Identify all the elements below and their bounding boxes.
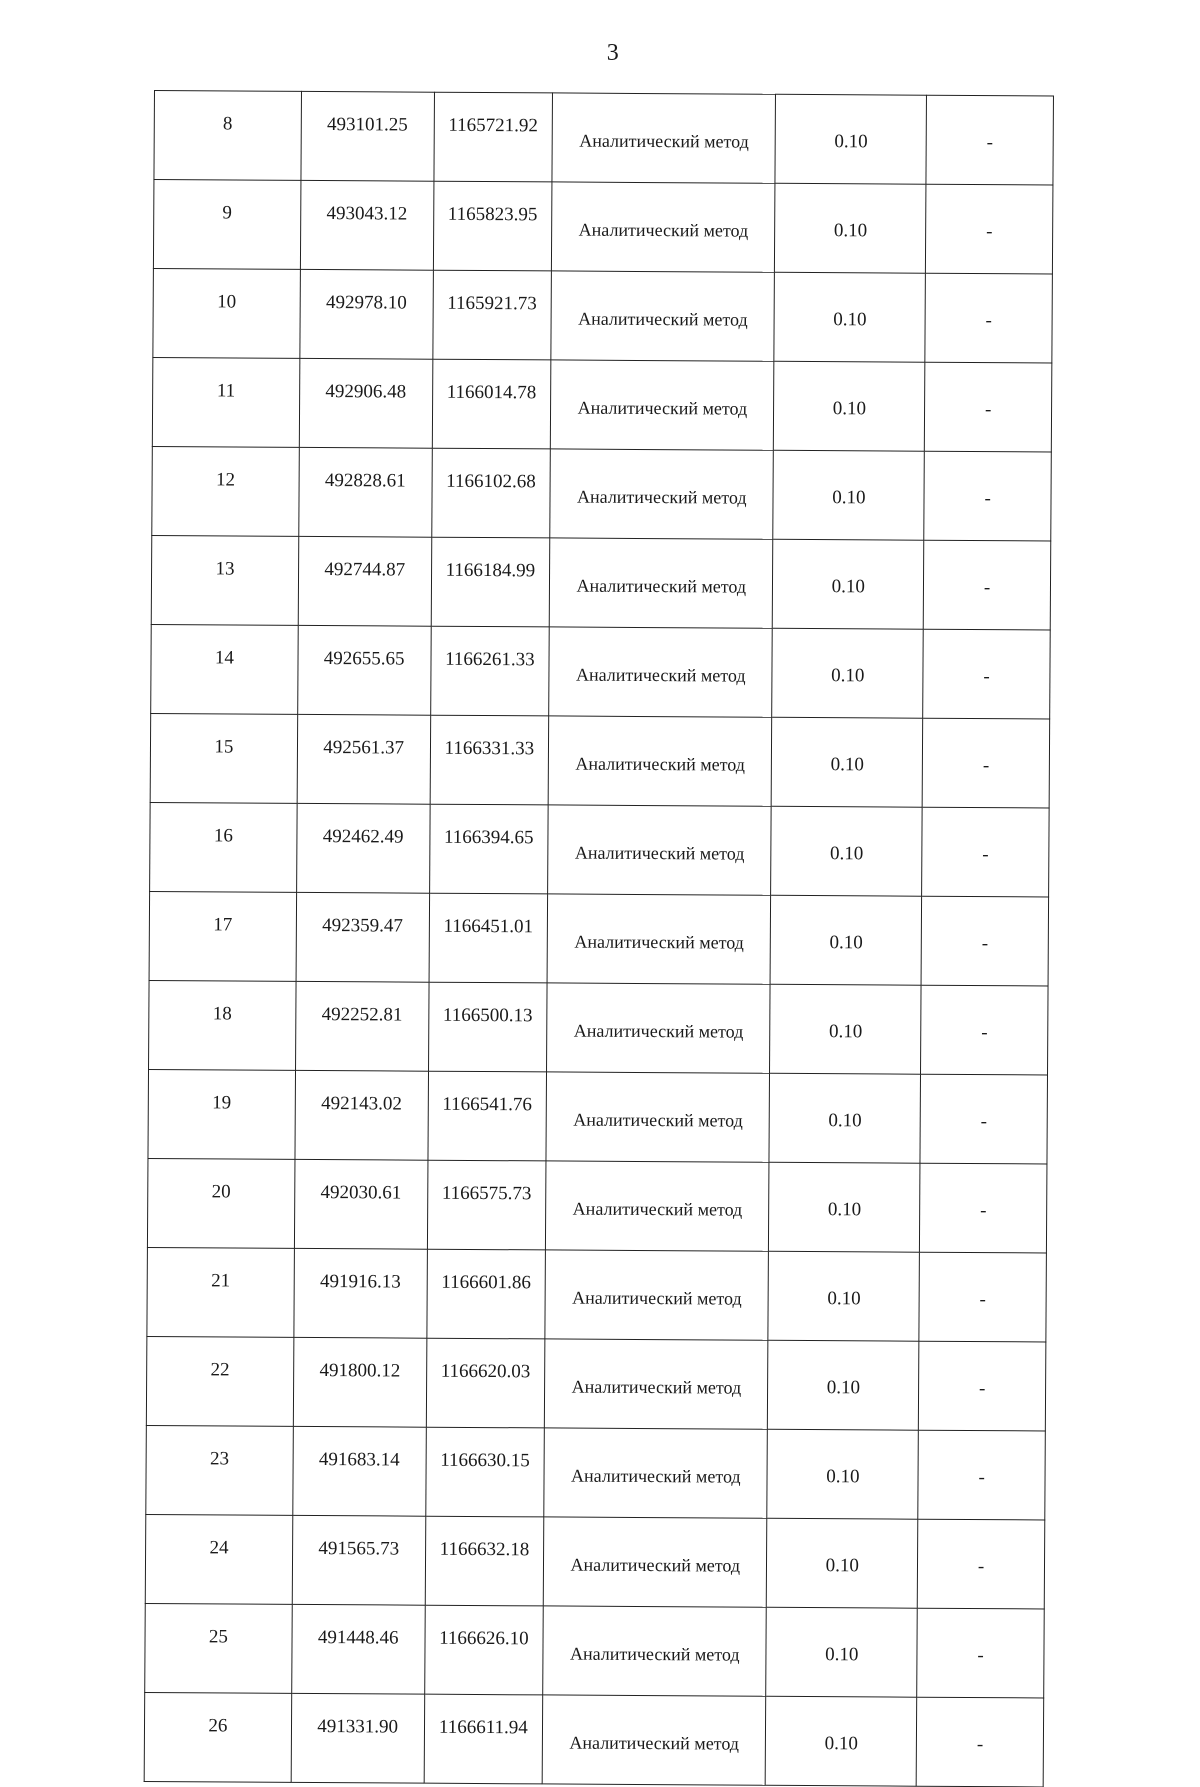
method-cell: Аналитический метод (545, 1339, 769, 1429)
x-coordinate-cell: 491916.13 (294, 1248, 427, 1338)
x-coordinate-cell: 492030.61 (294, 1159, 427, 1249)
note-cell: - (926, 95, 1053, 185)
note-cell: - (923, 629, 1050, 719)
point-number-cell: 19 (148, 1069, 295, 1159)
y-coordinate-cell: 1166500.13 (428, 982, 547, 1072)
table-row (151, 535, 1051, 629)
table-row (144, 1692, 1044, 1786)
table-row (149, 891, 1049, 985)
point-number-cell: 13 (151, 535, 298, 625)
x-coordinate-cell: 492462.49 (296, 803, 429, 893)
note-cell: - (919, 1252, 1046, 1342)
accuracy-cell: 0.10 (774, 272, 925, 362)
coordinates-table (144, 90, 1054, 1787)
point-number-cell: 9 (153, 180, 300, 270)
table-row (148, 1069, 1048, 1163)
accuracy-cell: 0.10 (772, 717, 923, 807)
note-cell: - (921, 896, 1048, 986)
x-coordinate-cell: 492359.47 (296, 892, 429, 982)
x-coordinate-cell: 492744.87 (298, 536, 431, 626)
table-row (146, 1336, 1046, 1430)
accuracy-cell: 0.10 (768, 1251, 919, 1341)
method-cell: Аналитический метод (543, 1517, 767, 1607)
point-number-cell: 8 (154, 91, 301, 181)
note-cell: - (924, 451, 1051, 541)
point-number-cell: 10 (153, 268, 300, 358)
x-coordinate-cell: 492906.48 (299, 358, 432, 448)
accuracy-cell: 0.10 (773, 539, 924, 629)
x-coordinate-cell: 492143.02 (295, 1070, 428, 1160)
method-cell: Аналитический метод (551, 271, 775, 361)
x-coordinate-cell: 491800.12 (293, 1337, 426, 1427)
note-cell: - (926, 184, 1053, 274)
y-coordinate-cell: 1166541.76 (428, 1071, 547, 1161)
x-coordinate-cell: 492828.61 (299, 447, 432, 537)
x-coordinate-cell: 492252.81 (295, 981, 428, 1071)
method-cell: Аналитический метод (542, 1695, 766, 1785)
x-coordinate-cell: 492978.10 (300, 269, 433, 359)
point-number-cell: 11 (152, 357, 299, 447)
table-row (145, 1514, 1045, 1608)
note-cell: - (920, 1074, 1047, 1164)
y-coordinate-cell: 1166632.18 (425, 1516, 544, 1606)
y-coordinate-cell: 1165721.92 (433, 92, 552, 182)
accuracy-cell: 0.10 (767, 1429, 918, 1519)
accuracy-cell: 0.10 (772, 628, 923, 718)
y-coordinate-cell: 1166331.33 (430, 715, 549, 805)
point-number-cell: 20 (147, 1158, 294, 1248)
point-number-cell: 26 (144, 1692, 291, 1782)
y-coordinate-cell: 1166394.65 (429, 804, 548, 894)
y-coordinate-cell: 1166626.10 (424, 1605, 543, 1695)
note-cell: - (922, 807, 1049, 897)
y-coordinate-cell: 1166630.15 (425, 1427, 544, 1517)
method-cell: Аналитический метод (546, 1161, 770, 1251)
y-coordinate-cell: 1166184.99 (431, 537, 550, 627)
point-number-cell: 14 (151, 624, 298, 714)
method-cell: Аналитический метод (544, 1428, 768, 1518)
y-coordinate-cell: 1166575.73 (427, 1160, 546, 1250)
method-cell: Аналитический метод (548, 716, 772, 806)
y-coordinate-cell: 1166102.68 (431, 448, 550, 538)
point-number-cell: 22 (146, 1336, 293, 1426)
point-number-cell: 16 (150, 802, 297, 892)
y-coordinate-cell: 1166611.94 (424, 1694, 543, 1784)
y-coordinate-cell: 1166261.33 (430, 626, 549, 716)
accuracy-cell: 0.10 (770, 984, 921, 1074)
method-cell: Аналитический метод (547, 894, 771, 984)
method-cell: Аналитический метод (545, 1250, 769, 1340)
point-number-cell: 15 (150, 713, 297, 803)
method-cell: Аналитический метод (546, 1072, 770, 1162)
note-cell: - (923, 540, 1050, 630)
y-coordinate-cell: 1166620.03 (426, 1338, 545, 1428)
note-cell: - (919, 1341, 1046, 1431)
point-number-cell: 25 (145, 1603, 292, 1693)
y-coordinate-cell: 1165921.73 (432, 270, 551, 360)
accuracy-cell: 0.10 (769, 1162, 920, 1252)
x-coordinate-cell: 491448.46 (292, 1604, 425, 1694)
y-coordinate-cell: 1166451.01 (429, 893, 548, 983)
table-row (149, 980, 1049, 1074)
table-row (152, 357, 1052, 451)
method-cell: Аналитический метод (552, 93, 776, 183)
note-cell: - (918, 1430, 1045, 1520)
x-coordinate-cell: 491331.90 (291, 1693, 424, 1783)
table-row (154, 91, 1054, 185)
table-row (153, 268, 1053, 362)
table-row (151, 624, 1051, 718)
note-cell: - (921, 985, 1048, 1075)
page-number: 3 (606, 40, 620, 66)
method-cell: Аналитический метод (549, 538, 773, 628)
accuracy-cell: 0.10 (768, 1340, 919, 1430)
y-coordinate-cell: 1166601.86 (426, 1249, 545, 1339)
method-cell: Аналитический метод (552, 182, 776, 272)
accuracy-cell: 0.10 (770, 895, 921, 985)
accuracy-cell: 0.10 (774, 361, 925, 451)
x-coordinate-cell: 492655.65 (298, 625, 431, 715)
method-cell: Аналитический метод (543, 1606, 767, 1696)
accuracy-cell: 0.10 (771, 806, 922, 896)
table-row (152, 446, 1052, 540)
method-cell: Аналитический метод (548, 805, 772, 895)
note-cell: - (917, 1608, 1044, 1698)
note-cell: - (918, 1519, 1045, 1609)
accuracy-cell: 0.10 (769, 1073, 920, 1163)
table-row (147, 1158, 1047, 1252)
point-number-cell: 23 (146, 1425, 293, 1515)
y-coordinate-cell: 1166014.78 (432, 359, 551, 449)
note-cell: - (925, 362, 1052, 452)
table-row (150, 713, 1050, 807)
note-cell: - (922, 718, 1049, 808)
table-row (145, 1603, 1045, 1697)
table-row (153, 180, 1053, 274)
coordinates-table-container (144, 90, 1054, 1787)
x-coordinate-cell: 493101.25 (301, 91, 434, 181)
method-cell: Аналитический метод (549, 627, 773, 717)
x-coordinate-cell: 491683.14 (293, 1426, 426, 1516)
point-number-cell: 17 (149, 891, 296, 981)
method-cell: Аналитический метод (551, 360, 775, 450)
accuracy-cell: 0.10 (775, 183, 926, 273)
x-coordinate-cell: 493043.12 (300, 180, 433, 270)
x-coordinate-cell: 492561.37 (297, 714, 430, 804)
note-cell: - (916, 1697, 1043, 1787)
accuracy-cell: 0.10 (767, 1518, 918, 1608)
table-body (144, 91, 1053, 1787)
point-number-cell: 24 (145, 1514, 292, 1604)
accuracy-cell: 0.10 (766, 1607, 917, 1697)
point-number-cell: 18 (149, 980, 296, 1070)
table-row (146, 1425, 1046, 1519)
point-number-cell: 21 (147, 1247, 294, 1337)
accuracy-cell: 0.10 (766, 1696, 917, 1786)
point-number-cell: 12 (152, 446, 299, 536)
accuracy-cell: 0.10 (775, 94, 926, 184)
accuracy-cell: 0.10 (773, 450, 924, 540)
x-coordinate-cell: 491565.73 (292, 1515, 425, 1605)
note-cell: - (920, 1163, 1047, 1253)
table-row (147, 1247, 1047, 1341)
table-row (150, 802, 1050, 896)
note-cell: - (925, 273, 1052, 363)
y-coordinate-cell: 1165823.95 (433, 181, 552, 271)
method-cell: Аналитический метод (550, 449, 774, 539)
method-cell: Аналитический метод (547, 983, 771, 1073)
